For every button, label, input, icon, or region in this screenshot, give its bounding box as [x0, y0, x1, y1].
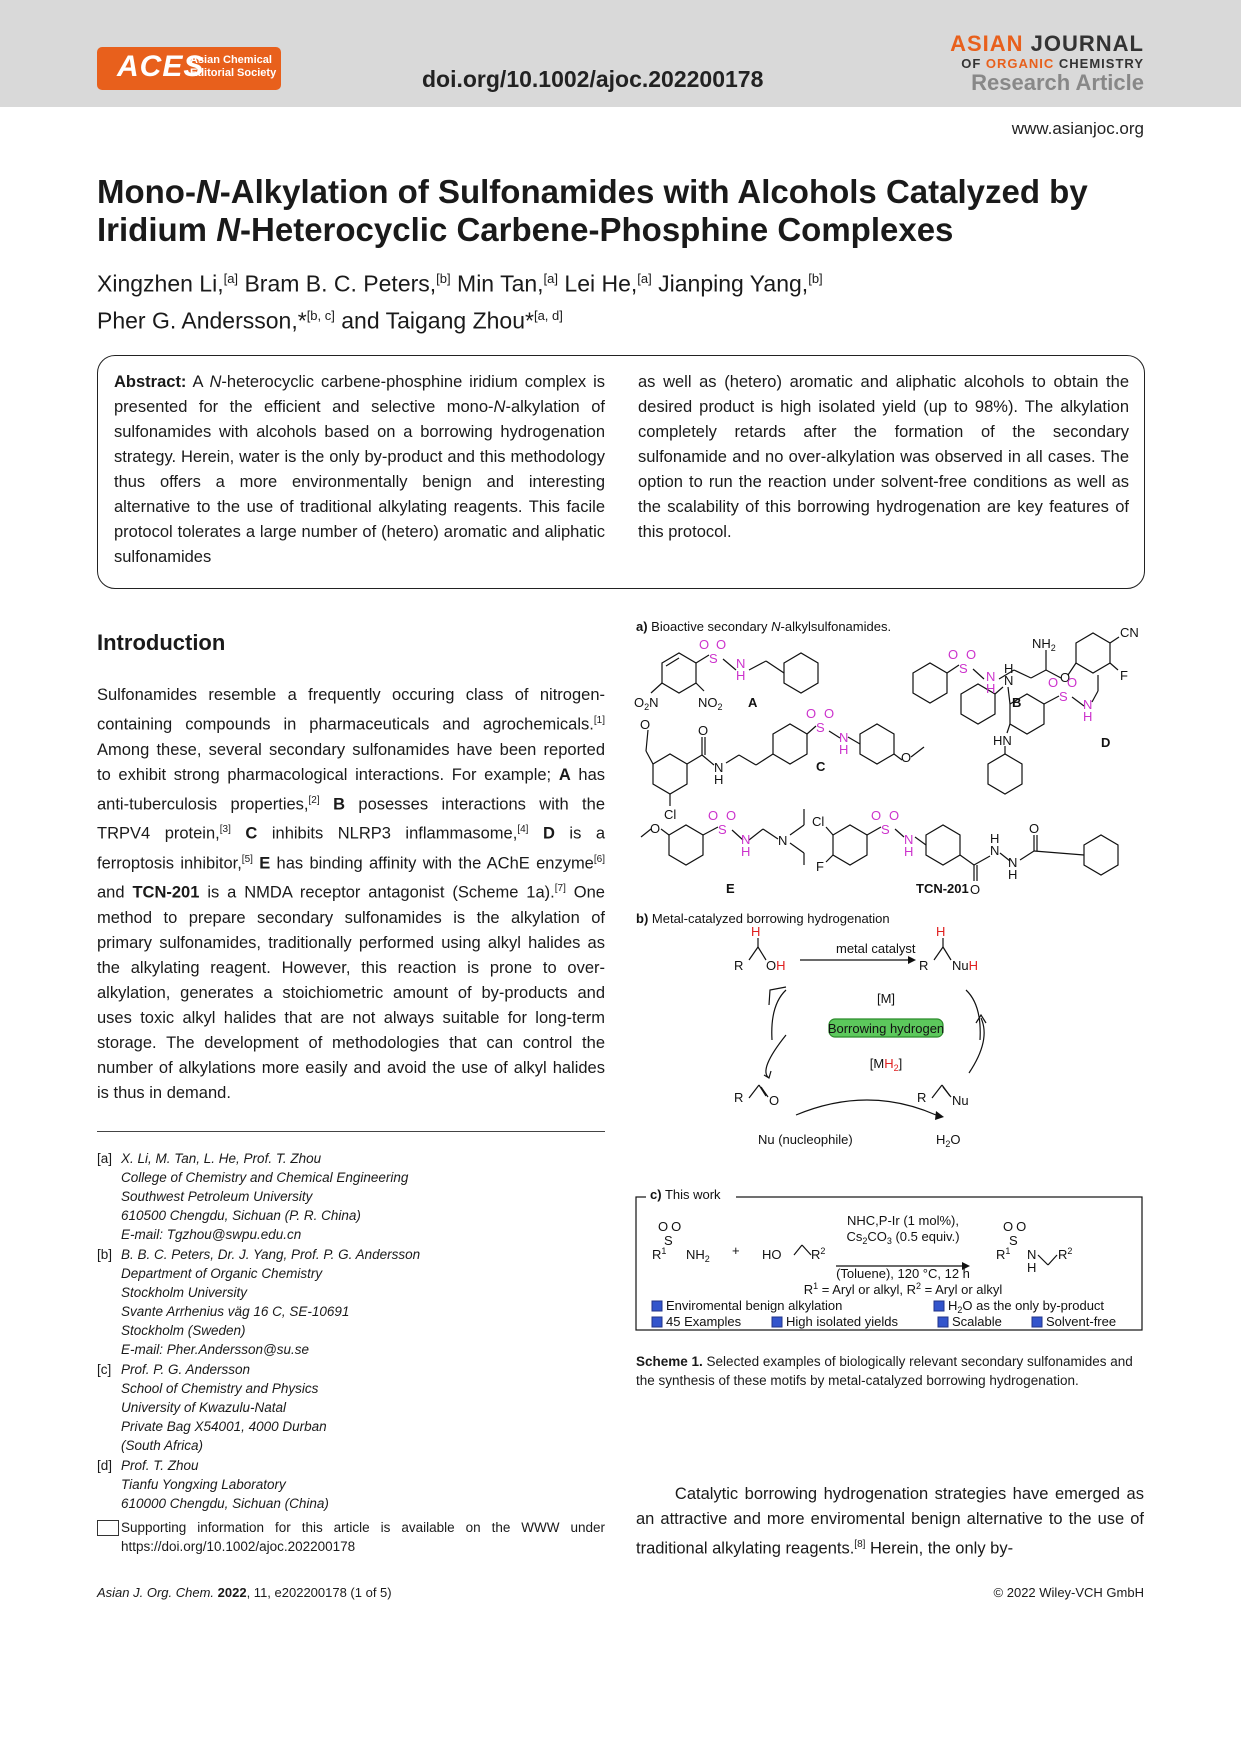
carbonyl-oxygen: O [698, 723, 709, 738]
arrow-head [935, 1111, 944, 1120]
hydrazide-n: N [1008, 855, 1018, 870]
imine-nu: Nu [952, 1093, 969, 1108]
nitro-group: $NO_2$ [698, 695, 723, 712]
sulfonyl-group-c [806, 706, 848, 757]
nucleophile-label: Nu (nucleophile) [758, 1132, 853, 1147]
svg-text:O: O [871, 808, 882, 823]
sulfonyl-group-e [708, 808, 750, 859]
metal-hydride-label: $[MH_2]$ [869, 1056, 903, 1073]
svg-text:O: O [806, 706, 817, 721]
svg-text:N: N [904, 832, 914, 847]
ring-e1 [669, 825, 703, 865]
label-e: E [726, 881, 735, 896]
r1-group: $R^1$ [652, 1246, 667, 1262]
footnote-b: [b] B. B. C. Peters, Dr. J. Yang, Prof. P. G. Andersson Department of Organic Chemistry Stockholm University Svante Arrhenius väg 16 C, SE-10691 Stockholm (Sweden) E-mail: Pher.Andersson@su.se [97, 1247, 421, 1357]
r1-group: $R^1$ [996, 1246, 1011, 1262]
label-d: D [1101, 735, 1111, 750]
svg-text:O: O [708, 808, 719, 823]
abstract-left: Abstract: A N-heterocyclic carbene-phosphine iridium complex is presented for the efficient and selective mono-N-alkylation of sulfonamides with alcohols based on a borrowing hydrogenation strategy. Herein, water is the only by-product and this methodology thus offers a more environmentally benign and interesting alternative to the use of traditional alkylating reagents. This facile protocol tolerates a large number of (hetero) aromatic and aliphatic sulfonamides [114, 373, 605, 566]
tertiary-amine: N [778, 833, 788, 848]
condition-solvent: (Toluene), 120 °C, 12 h [836, 1266, 970, 1281]
product-oxygens: O O [1003, 1219, 1027, 1234]
feature-item: 45 Examples [666, 1314, 742, 1329]
aces-logo-subtitle: Asian Chemical Editorial Society [190, 54, 277, 79]
ring-t1 [833, 825, 867, 865]
amine-nh: HN [993, 733, 1012, 748]
svg-text:O: O [699, 637, 710, 652]
chloro-atom: Cl [812, 814, 825, 829]
abstract-right: as well as (hetero) aromatic and aliphatic alcohols to obtain the desired product is high isolated yield (up to 98%). The alkylation completely retards after the formation of the secondary sulfonamide and no over-alkylation was observed in all cases. The option to run the reaction under solvent-free conditions as well as the scalability of this borrowing hydrogenation are key features of this protocol. [638, 373, 1129, 541]
abstract-box [97, 355, 1145, 589]
condition-base: $Cs_2CO_3$ (0.5 equiv.) [846, 1229, 960, 1246]
svg-text:S: S [1059, 689, 1068, 704]
carbonyl-oxygen: O [1029, 821, 1040, 836]
carbonyl-oxygen: O [970, 882, 981, 897]
footnote-a: [a] X. Li, M. Tan, L. He, Prof. T. Zhou College of Chemistry and Chemical Engineering Southwest Petroleum University 610500 Chengdu, Sichuan (P. R. China) E-mail: Tgzhou@swpu.edu.cn [97, 1151, 409, 1242]
label-c: C [816, 759, 826, 774]
feature-item: Solvent-free [1046, 1314, 1117, 1329]
label-b: B [1012, 695, 1022, 710]
amine-group: $NH_2$ [1032, 636, 1056, 653]
doi-link[interactable]: doi.org/10.1002/ajoc.202200178 [422, 66, 764, 92]
r2-group: $R^2$ [1058, 1246, 1073, 1262]
svg-text:N: N [736, 656, 746, 671]
ring-c3 [860, 724, 894, 764]
hydrazide-h: H [1008, 867, 1018, 882]
feature-bullet-icon [934, 1301, 944, 1311]
ring-d3 [988, 754, 1022, 794]
label-a: A [748, 695, 758, 710]
svg-text:O: O [1048, 675, 1059, 690]
hydrazide-n: N [990, 843, 1000, 858]
ether-oxygen: O [1060, 670, 1071, 685]
supporting-info[interactable]: Supporting information for this article is available on the WWW under https://doi.org/10.1002/ajoc.202200178 [97, 1518, 605, 1556]
journal-website-link[interactable]: www.asianjoc.org [1011, 119, 1144, 138]
feature-item: High isolated yields [786, 1314, 899, 1329]
plus-sign: + [732, 1243, 740, 1258]
scheme-part-a-title: a) Bioactive secondary N-alkylsulfonamides. [636, 619, 892, 634]
feature-bullet-icon [652, 1301, 662, 1311]
svg-text:O: O [726, 808, 737, 823]
feature-item: Enviromental benign alkylation [666, 1298, 843, 1313]
aldehyde-oxygen: O [769, 1093, 780, 1108]
footnote-c: [c] Prof. P. G. Andersson School of Chemistry and Physics University of Kwazulu-Natal Private Bag X54001, 4000 Durban (South Africa) [97, 1362, 327, 1453]
scheme-caption: Scheme 1. Selected examples of biologically relevant secondary sulfonamides and the synthesis of these motifs by metal-catalyzed borrowing hydrogenation. [636, 1354, 1133, 1388]
r-group: R [919, 958, 929, 973]
svg-text:H: H [839, 742, 849, 757]
borrowing-hydrogen-label: Borrowing hydrogen [827, 1021, 945, 1036]
scheme-1-figure [636, 615, 1146, 1335]
svg-text:N: N [986, 669, 996, 684]
svg-text:H: H [1083, 709, 1093, 724]
svg-text:S: S [718, 822, 727, 837]
copyright-footer: © 2022 Wiley-VCH GmbH [993, 1585, 1144, 1600]
arrow-head [908, 956, 916, 964]
metal-catalyst-label: metal catalyst [836, 941, 916, 956]
svg-text:O: O [1067, 675, 1078, 690]
product-sulfur: S [1009, 1233, 1018, 1248]
methoxy-oxygen: O [640, 717, 651, 732]
svg-text:S: S [881, 822, 890, 837]
methoxy-oxygen: O [650, 821, 661, 836]
svg-text:O: O [716, 637, 727, 652]
product-hydrogen: H [936, 924, 946, 939]
article-title: Mono-N-Alkylation of Sulfonamides with Alcohols Catalyzed by Iridium N-Heterocyclic Carbene-Phosphine Complexes [97, 173, 1088, 248]
r-group: R [734, 958, 744, 973]
svg-text:O: O [948, 647, 959, 662]
svg-text:S: S [816, 720, 825, 735]
ring-b2 [1076, 633, 1110, 673]
amide-hydrogen: H [714, 772, 724, 787]
product-hydrogen: H [1027, 1260, 1037, 1275]
author-list: Xingzhen Li,[a] Bram B. C. Peters,[b] Min Tan,[a] Lei He,[a] Jianping Yang,[b] Pher G. Andersson,*[b, c] and Taigang Zhou*[a, d] [97, 270, 823, 334]
sulfonyl-group-a [699, 637, 745, 683]
nitrile-group: CN [1120, 625, 1139, 640]
body-text-right: Catalytic borrowing hydrogenation strategies have emerged as an attractive and more enviromental benign alternative to the use of traditional alkylating reagents.[8] Herein, the only by- [636, 1485, 1144, 1558]
water-label: $H_2O$ [936, 1132, 961, 1149]
hydroxyl: HO [762, 1247, 782, 1262]
email-link[interactable]: E-mail: Pher.Andersson@su.se [121, 1342, 310, 1357]
sulfonamide-sulfur: S [664, 1233, 673, 1248]
ring-c2 [773, 724, 807, 764]
sulfonyl-group-tcn [871, 808, 913, 859]
ring-a2 [784, 653, 818, 693]
article-type: Research Article [971, 70, 1144, 95]
amine-hydrogen: H [1004, 661, 1014, 676]
introduction-heading: Introduction [97, 630, 226, 655]
fluoro-atom: F [816, 859, 824, 874]
page-header [0, 0, 1241, 107]
sulfonyl-group-d [1048, 675, 1092, 724]
r-group: R [917, 1090, 927, 1105]
label-tcn-201: TCN-201 [916, 881, 969, 896]
svg-text:S: S [709, 651, 718, 666]
hydrazide-h: H [990, 831, 1000, 846]
fluoro-atom: F [1120, 668, 1128, 683]
methoxy-oxygen: O [901, 750, 912, 765]
r-group: R [734, 1090, 744, 1105]
svg-text:H: H [904, 844, 914, 859]
svg-text:O: O [824, 706, 835, 721]
chloro-atom: Cl [664, 807, 677, 822]
feature-bullet-icon [1032, 1317, 1042, 1327]
feature-bullet-icon [938, 1317, 948, 1327]
computer-icon [97, 1520, 119, 1536]
metal-label: [M] [876, 991, 896, 1006]
svg-text:N: N [839, 730, 849, 745]
feature-bullet-icon [652, 1317, 662, 1327]
condition-catalyst: NHC,P-Ir (1 mol%), [847, 1213, 959, 1228]
footnote-d: [d] Prof. T. Zhou Tianfu Yongxing Laboratory 610000 Chengdu, Sichuan (China) [97, 1458, 329, 1511]
r2-group: $R^2$ [811, 1246, 826, 1262]
aces-logo[interactable] [97, 47, 281, 90]
nitro-group: $O_2N$ [634, 695, 659, 712]
hydroxyl: OH [766, 958, 786, 973]
sulfonyl-group-b [948, 647, 995, 696]
ring-c1 [653, 754, 687, 794]
aces-logo-text: ACES [117, 50, 205, 83]
svg-text:N: N [741, 832, 751, 847]
citation-footer: Asian J. Org. Chem. 2022, 11, e202200178 (1 of 5) [97, 1585, 392, 1600]
feature-item: $H_2O$ as the only by-product [948, 1298, 1105, 1315]
svg-text:O: O [966, 647, 977, 662]
nuh-product: NuH [952, 958, 979, 973]
email-link[interactable]: E-mail: Tgzhou@swpu.edu.cn [121, 1227, 302, 1242]
ring-a1 [662, 653, 696, 693]
svg-text:N: N [1083, 697, 1093, 712]
svg-text:S: S [959, 661, 968, 676]
product-nitrogen: N [1027, 1247, 1037, 1262]
svg-text:H: H [741, 844, 751, 859]
ring-b1 [913, 663, 947, 703]
sulfonamide-oxygens: O O [658, 1219, 682, 1234]
amine-nitrogen: N [1004, 673, 1014, 688]
footnote-divider [97, 1131, 605, 1132]
introduction-text: Sulfonamides resemble a frequently occuring class of nitrogen-containing compounds in pharmaceuticals and agrochemicals.[1] Among these, several secondary sulfonamides have been reported to exhibit strong pharmacological interactions. For example; A has anti-tuberculosis properties,[2] B posesses interactions with the TRPV4 protein,[3] C inhibits NLRP3 inflammasome,[4] D is a ferroptosis inhibitor,[5] E has binding affinity with the AChE enzyme[6] and TCN-201 is a NMDA receptor antagonist (Scheme 1a).[7] One method to prepare secondary sulfonamides is the alkylation of primary sulfonamides, traditionally performed using alkyl halides as the alkylating reagent. However, this reaction is prone to over-alkylation, generates a stoichiometric amount of by-products and uses toxic alkyl halides that are not always suitable for long-term storage. The development of methodologies that can control the number of alkylations more easily and avoid the use of alkyl halides is thus in demand. [97, 686, 606, 1102]
amide-nitrogen: N [714, 760, 724, 775]
condition-r-groups: $R^1$ = Aryl or alkyl, $R^2$ = Aryl or alkyl [803, 1281, 1003, 1297]
alcohol-hydrogen: H [751, 924, 761, 939]
journal-logo: ASIAN JOURNAL OF ORGANIC CHEMISTRY Research Article [950, 31, 1144, 95]
feature-list [652, 1298, 1116, 1329]
svg-text:H: H [986, 681, 996, 696]
svg-text:H: H [736, 668, 746, 683]
nh2-group: $NH_2$ [686, 1247, 710, 1264]
svg-text:O: O [889, 808, 900, 823]
feature-bullet-icon [772, 1317, 782, 1327]
ring-t2 [926, 825, 960, 865]
scheme-part-c-title: c) This work [650, 1187, 721, 1202]
feature-item: Scalable [952, 1314, 1002, 1329]
scheme-part-b-title: b) Metal-catalyzed borrowing hydrogenation [636, 911, 890, 926]
ring-t3 [1084, 835, 1118, 875]
